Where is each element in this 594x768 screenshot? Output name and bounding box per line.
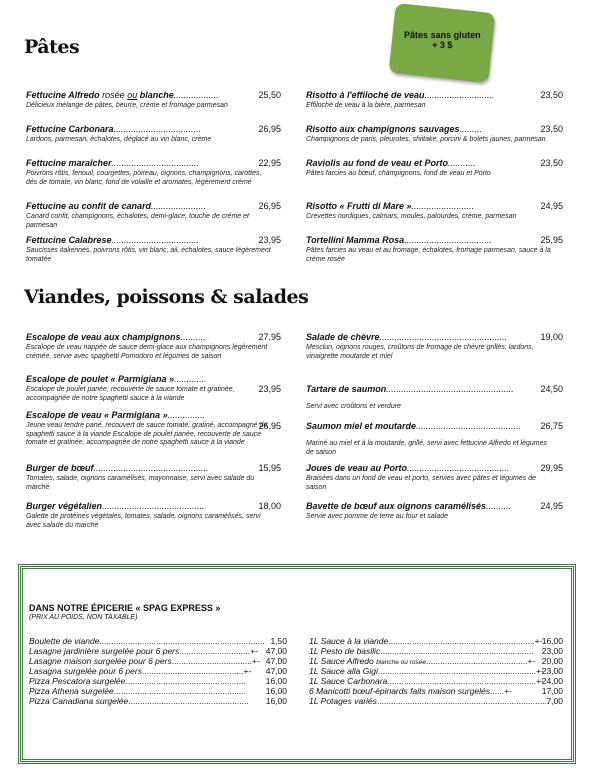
menu-item-price: 18,00 — [258, 501, 281, 511]
menu-item — [306, 235, 554, 264]
badge-line-2: + 3 $ — [432, 40, 453, 51]
menu-item — [306, 332, 554, 361]
epicerie-item-price: 23,00 — [541, 666, 563, 676]
menu-item-price: 26,95 — [258, 124, 281, 134]
menu-item-description: Mesclun, oignons rouges, croûtons de fromage de chèvre grillés, lardons, vinaigrette moutarde et miel — [306, 344, 534, 360]
menu-item-name: Raviolis au fond de veau et Porto........... — [306, 158, 476, 168]
menu-item-name: Risotto aux champignons sauvages......... — [306, 124, 483, 134]
menu-item-name: Bavette de bœuf aux oignons caramélisés.......... — [306, 501, 512, 511]
epicerie-item: Pizza Pescatora surgelée................................................... — [29, 676, 246, 686]
menu-item-description: Galette de protéines végétales, tomates, salade, oignons caramélisés, servi avec salade du marché — [26, 513, 261, 529]
epicerie-item-price: 7,00 — [546, 696, 563, 706]
epicerie-item-price: 1,50 — [270, 636, 287, 646]
epicerie-item-price: 47,00 — [265, 656, 287, 666]
menu-item-price: 26,75 — [540, 421, 563, 431]
menu-item — [26, 158, 274, 187]
epicerie-item: Lasagne jardinière surgelée pour 6 pers..............................+- — [29, 646, 258, 656]
menu-item-name: Burger de bœuf.............................................. — [26, 463, 209, 473]
menu-item-name: Fettucine Carbonara................................... — [26, 124, 202, 134]
menu-item-description: Poivrons rôtis, fenouil, courgettes, poireau, oignons, champignons, carottes, dés de tomate, vin blanc, fond de volaille et aromates, légèrement crémé — [26, 170, 262, 186]
menu-item — [306, 421, 554, 457]
menu-item — [306, 501, 554, 522]
menu-item — [26, 463, 274, 492]
menu-item-description: Pâtes farcies au bœuf, champignons, fond de veau et Porto — [306, 170, 491, 177]
menu-item-name: Fettucine maraîcher................................... — [26, 158, 200, 168]
menu-item-name: Escalope de veau « Parmigiana »............... — [26, 410, 206, 420]
menu-item-name: Fettucine Calabrese................................... — [26, 235, 200, 245]
epicerie-item: 1L Potages variés......................................................................... — [309, 696, 550, 706]
menu-item — [306, 90, 554, 111]
menu-item — [26, 201, 274, 230]
menu-item-description: Saucisses italiennes, poivrons rôtis, vin blanc, ail, échalotes, sauce légèrement tomatée — [26, 247, 271, 263]
badge-line-1: Pâtes sans gluten — [404, 30, 481, 41]
menu-item-description: Servi avec croûtons et verdure — [306, 403, 401, 410]
epicerie-item: Pizza Athena surgelée....................................................... — [29, 686, 244, 696]
menu-item-price: 26,95 — [258, 201, 281, 211]
menu-item — [306, 463, 554, 492]
menu-item-description: Effiloché de veau à la bière, parmesan — [306, 102, 426, 109]
menu-item-name: Escalope de poulet « Parmigiana »............. — [26, 374, 207, 384]
epicerie-item: Boulette de viande...................................................................... — [29, 636, 265, 646]
menu-item-price: 25,95 — [540, 235, 563, 245]
menu-item-description: Crevettes nordiques, calmars, moules, palourdes, crème, parmesan — [306, 213, 517, 220]
menu-item-name: Risotto à l'effiloché de veau............................ — [306, 90, 495, 100]
epicerie-item-price: 16,00 — [265, 686, 287, 696]
menu-item — [26, 410, 274, 448]
epicerie-item-price: 16,00 — [541, 636, 563, 646]
menu-item-description: Délicieux mélange de pâtes, beurre, crème et fromage parmesan — [26, 102, 228, 109]
menu-item-price: 22,95 — [258, 158, 281, 168]
epicerie-item-price: 23,00 — [541, 646, 563, 656]
menu-item — [306, 124, 554, 145]
epicerie-box — [18, 564, 576, 764]
gluten-free-badge — [389, 3, 496, 83]
epicerie-item-price: 20,00 — [541, 656, 563, 666]
menu-item-description: Tomates, salade, oignons caramélisés, mayonnaise, servi avec salade du marché — [26, 475, 255, 491]
menu-item-description: Champignons de paris, pleurotes, shiitake, porcini & bolets jaunes, parmesan — [306, 136, 546, 143]
menu-item-name: Saumon miel et moutarde.......................................... — [306, 421, 522, 431]
section-title-viandes: Viandes, poissons & salades — [24, 286, 309, 308]
epicerie-item-price: 16,00 — [265, 696, 287, 706]
menu-item — [26, 374, 274, 403]
menu-item-price: 24,95 — [540, 501, 563, 511]
menu-item-price: 24,50 — [540, 384, 563, 394]
menu-item — [306, 158, 554, 179]
menu-item-price: 29,95 — [540, 463, 563, 473]
menu-item — [306, 201, 554, 222]
menu-item-name: Joues de veau au Porto......................................... — [306, 463, 510, 473]
menu-item-name: Burger végétalien......................................... — [26, 501, 205, 511]
menu-item-description: Braisées dans un fond de veau et porto, servies avec pâtes et légumes de saison — [306, 475, 536, 491]
menu-item-name: Fettucine au confit de canard...................... — [26, 201, 207, 211]
menu-item-description: Canard confit, champignons, échalotes, demi-glace, touche de crème et parmesan — [26, 213, 249, 229]
menu-item-name: Risotto « Frutti di Mare »......................... — [306, 201, 475, 211]
menu-item-price: 23,50 — [540, 124, 563, 134]
epicerie-item: Lasagne maison surgelée pour 6 pers..................................+- — [29, 656, 260, 666]
menu-item-description: Mariné au miel et à la moutarde, grillé, servi avec fettucine Alfredo et légumes de saison — [306, 440, 547, 456]
menu-item-name: Tortellini Mamma Rosa................................... — [306, 235, 492, 245]
epicerie-item-price: 47,00 — [265, 666, 287, 676]
menu-item-description: Jeune veau tendre pané, recouvert de sauce tomate, gratiné, accompagné de spaghetti sauce à la viande Escalope de poulet panée, recouverte de sauce tomate et gratinée, accompagnée de notre spaghetti sauce à la viande — [26, 422, 268, 446]
menu-item-price: 19,00 — [540, 332, 563, 342]
menu-item-description: Lardons, parmesan, échalotes, déglacé au vin blanc, crème — [26, 136, 212, 143]
epicerie-item-price: 24,00 — [541, 676, 563, 686]
menu-item-name: Salade de chèvre................................................... — [306, 332, 508, 342]
menu-item-name: Fettucine Alfredo rosée ou blanche.................. — [26, 90, 219, 100]
menu-item-price: 23,95 — [258, 384, 281, 394]
epicerie-item: 1L Sauce Carbonara...............................................................+- — [309, 676, 544, 686]
menu-item-price: 25,50 — [258, 90, 281, 100]
menu-item-description: Pâtes farcies au veau et au fromage, échalotes, fromage parmesan, sauce à la crème rosée — [306, 247, 551, 263]
epicerie-item: 1L Sauce Alfredo blanche ou rosée...........................................+- — [309, 656, 536, 666]
menu-item-price: 15,95 — [258, 463, 281, 473]
menu-item-price: 23,50 — [540, 90, 563, 100]
menu-item-name: Escalope de veau aux champignons.......... — [26, 332, 206, 342]
menu-item-price: 23,50 — [540, 158, 563, 168]
menu-item-price: 24,95 — [540, 201, 563, 211]
epicerie-subtitle: (PRIX AU POIDS, NON TAXABLE) — [29, 614, 138, 621]
menu-item-description: Escalope de veau nappée de sauce demi-glace aux champignons légèrement crémée, servie avec spaghetti Pomodoro et légumes de saison — [26, 344, 268, 360]
gluten-free-badge-text — [392, 30, 492, 50]
menu-item — [26, 235, 274, 264]
menu-item-price: 26,95 — [258, 421, 281, 431]
menu-item — [26, 501, 274, 530]
epicerie-title: DANS NOTRE ÉPICERIE « SPAG EXPRESS » — [29, 603, 221, 613]
epicerie-item: 6 Manicotti bœuf-épinards faits maison surgelés......+- — [309, 686, 512, 696]
menu-item — [26, 90, 274, 111]
menu-item — [26, 124, 274, 145]
menu-item — [26, 332, 274, 361]
menu-item-description: Servie avec pomme de terre au four et salade — [306, 513, 449, 520]
menu-item-description: Escalope de poulet panée, recouverte de sauce tomate et gratinée, accompagnée de notre spaghetti sauce à la viande — [26, 386, 235, 402]
epicerie-item: 1L Sauce alla Gigi...................................................................+- — [309, 666, 544, 676]
epicerie-item-price: 47,00 — [265, 646, 287, 656]
menu-item-name: Tartare de saumon................................................... — [306, 384, 514, 394]
epicerie-item: 1L Pesto de basilic................................................................. — [309, 646, 534, 656]
epicerie-item: Pizza Canadiana surgelée................................................... — [29, 696, 249, 706]
epicerie-item-price: 17,00 — [541, 686, 563, 696]
menu-item — [306, 384, 554, 412]
epicerie-item: Lasagna surgelée pour 6 pers...........................................+- — [29, 666, 252, 676]
menu-item-price: 27,95 — [258, 332, 281, 342]
epicerie-item-price: 16,00 — [265, 676, 287, 686]
menu-item-price: 23,95 — [258, 235, 281, 245]
epicerie-item: 1L Sauce à la viande..............................................................+- — [309, 636, 543, 646]
section-title-pates: Pâtes — [24, 36, 80, 58]
